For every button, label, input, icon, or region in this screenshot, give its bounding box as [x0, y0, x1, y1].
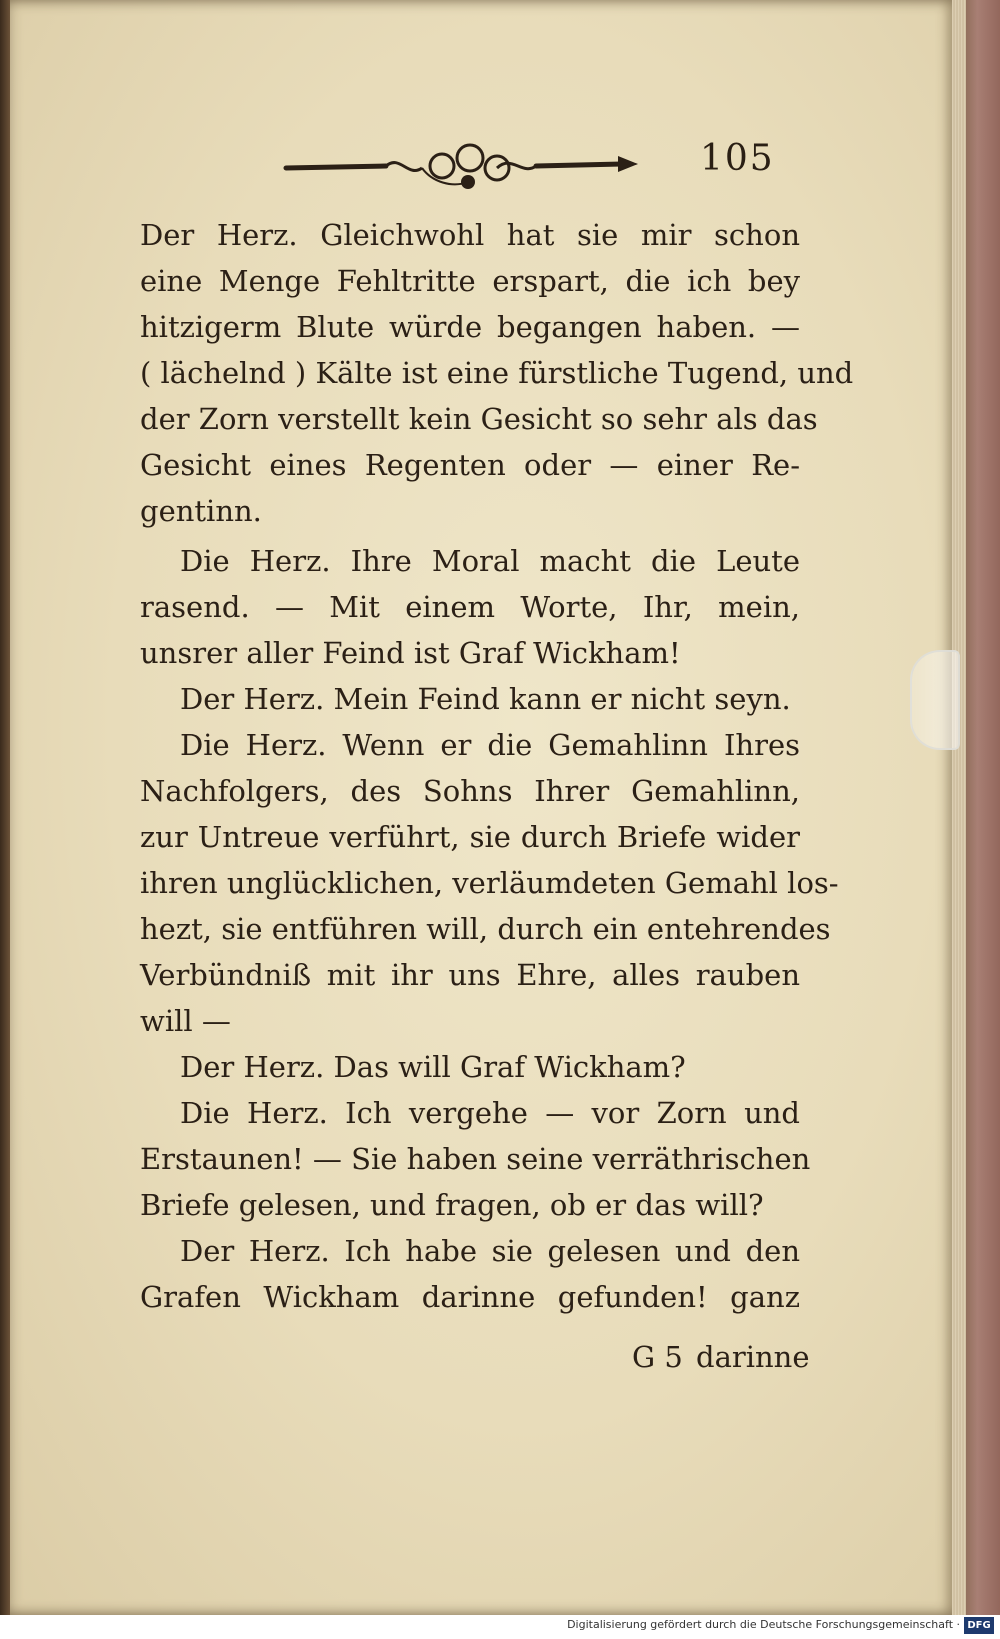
- decorative-ornament-icon: [282, 138, 642, 196]
- body-text: [140, 212, 854, 1320]
- text-line: ( lächelnd ) Kälte ist eine fürstliche Tugend, und: [140, 356, 854, 390]
- text-line: der Zorn verstellt kein Gesicht so sehr als das: [140, 402, 818, 436]
- text-line: Erstaunen! — Sie haben seine verräthrischen: [140, 1142, 811, 1176]
- text-line: eine Menge Fehltritte erspart, die ich bey: [140, 264, 800, 298]
- text-line: Die Herz. Ich vergehe — vor Zorn und: [180, 1096, 800, 1130]
- text-line: ihren unglücklichen, verläumdeten Gemahl los-: [140, 866, 839, 900]
- text-line: Briefe gelesen, und fragen, ob er das will?: [140, 1188, 764, 1222]
- text-line: Der Herz. Gleichwohl hat sie mir schon: [140, 218, 800, 252]
- text-line: Der Herz. Mein Feind kann er nicht seyn.: [180, 682, 791, 716]
- text-line: Gesicht eines Regenten oder — einer Re-: [140, 448, 800, 482]
- binding-gutter: [0, 0, 10, 1615]
- catchword: darinne: [696, 1340, 810, 1374]
- text-line: will —: [140, 1004, 231, 1038]
- text-line: hezt, sie entführen will, durch ein entehrendes: [140, 912, 831, 946]
- signature-mark: G 5: [632, 1340, 683, 1374]
- page-number: 105: [700, 138, 775, 179]
- text-line: Der Herz. Das will Graf Wickham?: [180, 1050, 686, 1084]
- book-cover-edge: [962, 0, 1000, 1615]
- text-line: hitzigerm Blute würde begangen haben. —: [140, 310, 800, 344]
- digitization-footer: [0, 1615, 1000, 1639]
- text-line: unsrer aller Feind ist Graf Wickham!: [140, 636, 681, 670]
- footer-credit: Digitalisierung gefördert durch die Deutsche Forschungsgemeinschaft ·: [567, 1618, 960, 1631]
- text-line: Die Herz. Ihre Moral macht die Leute: [180, 544, 800, 578]
- text-line: gentinn.: [140, 494, 262, 528]
- text-line: Grafen Wickham darinne gefunden! ganz: [140, 1280, 800, 1314]
- page-clip: [910, 650, 960, 750]
- text-line: Der Herz. Ich habe sie gelesen und den: [180, 1234, 800, 1268]
- dfg-logo: DFG: [964, 1617, 994, 1634]
- text-line: zur Untreue verführt, sie durch Briefe wider: [140, 820, 800, 854]
- text-line: Verbündniß mit ihr uns Ehre, alles rauben: [140, 958, 800, 992]
- text-line: Nachfolgers, des Sohns Ihrer Gemahlinn,: [140, 774, 800, 808]
- text-line: Die Herz. Wenn er die Gemahlinn Ihres: [180, 728, 800, 762]
- text-line: rasend. — Mit einem Worte, Ihr, mein,: [140, 590, 800, 624]
